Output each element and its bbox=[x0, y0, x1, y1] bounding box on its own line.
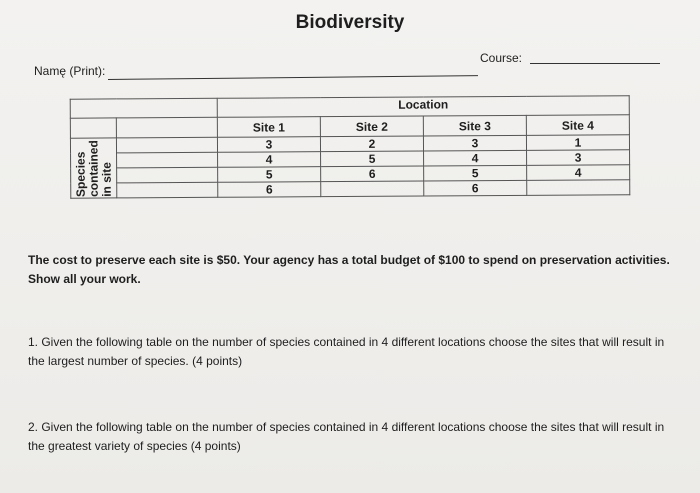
table-cell: 5 bbox=[218, 167, 321, 183]
row-label-line: contained bbox=[85, 139, 101, 197]
row-label-line: Species bbox=[73, 151, 88, 197]
course-label: Course: bbox=[480, 51, 523, 65]
name-label: Namę (Print): bbox=[34, 64, 106, 78]
site-header: Site 2 bbox=[320, 116, 423, 137]
page-title: Biodiversity bbox=[295, 12, 405, 33]
site-header: Site 3 bbox=[423, 115, 526, 136]
question-2: 2. Given the following table on the number of species contained in 4 different locations choose the sites that will result in the greatest variety of species (4 points) bbox=[28, 420, 665, 453]
site-header: Site 4 bbox=[526, 115, 629, 136]
table-cell: 4 bbox=[527, 165, 630, 181]
corner-cell bbox=[70, 118, 116, 138]
table-cell bbox=[527, 180, 630, 196]
table-cell: 5 bbox=[321, 151, 424, 167]
location-header: Location bbox=[217, 96, 629, 118]
site-header: Site 1 bbox=[217, 117, 320, 138]
blank-cell bbox=[117, 182, 218, 198]
budget-instructions: The cost to preserve each site is $50. Your agency has a total budget of $100 to spend on preservation activities. Show all your work. bbox=[28, 253, 670, 286]
table-cell: 3 bbox=[527, 150, 630, 166]
species-table bbox=[70, 95, 631, 198]
row-label-line: in site bbox=[99, 161, 114, 197]
blank-cell bbox=[116, 137, 217, 153]
blank-cell bbox=[117, 167, 218, 183]
table-cell: 4 bbox=[218, 152, 321, 168]
table-cell: 5 bbox=[424, 165, 527, 181]
table-cell: 2 bbox=[320, 136, 423, 152]
question-1: 1. Given the following table on the number of species contained in 4 different locations choose the sites that will result in the largest number of species. (4 points) bbox=[28, 335, 665, 368]
corner-cell-2 bbox=[116, 117, 217, 138]
species-row-label bbox=[70, 138, 116, 198]
table-cell: 6 bbox=[424, 180, 527, 196]
table-corner bbox=[70, 98, 217, 118]
course-field-line[interactable] bbox=[530, 63, 660, 64]
table-cell bbox=[321, 181, 424, 197]
table-cell: 4 bbox=[424, 150, 527, 166]
table-cell: 6 bbox=[321, 166, 424, 182]
name-field-line[interactable] bbox=[108, 75, 478, 80]
table-cell: 3 bbox=[217, 137, 320, 153]
table-cell: 6 bbox=[218, 182, 321, 198]
blank-cell bbox=[117, 152, 218, 168]
table-cell: 1 bbox=[526, 135, 629, 151]
table-cell: 3 bbox=[423, 135, 526, 151]
